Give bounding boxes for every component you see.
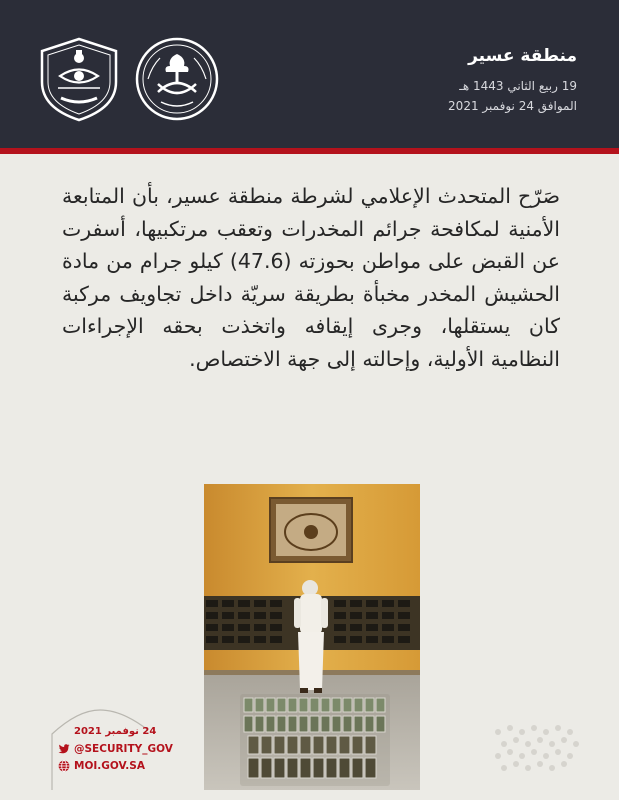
footer-date: 24 نوفمبر 2021 <box>74 726 157 737</box>
footer-twitter[interactable] <box>58 743 173 755</box>
decorative-dot-pattern <box>490 722 582 772</box>
news-paragraph: صَرّح المتحدث الإعلامي لشرطة منطقة عسير، بأن المتابعة الأمنية لمكافحة جرائم المخدرات وتعقب مرتكبيها، أسفرت عن القبض على مواطن بحوزته (47.6) كيلو جرام من مادة الحشيش المخدر مخبأة بطريقة سريّة داخل تجاويف مركبة كان يستقلها، وجرى إيقافه واتخذت بحقه الإجراءات النظامية الأولية، وإحالته إلى جهة الاختصاص. <box>62 184 560 371</box>
hijri-date: 19 ربيع الثاني 1443 هـ <box>459 79 577 93</box>
seizure-photo <box>204 484 420 790</box>
twitter-icon <box>58 743 70 755</box>
region-title: منطقة عسير <box>468 46 577 66</box>
gregorian-date: الموافق 24 نوفمبر 2021 <box>448 99 577 113</box>
accent-divider <box>0 148 619 154</box>
globe-icon <box>58 760 70 772</box>
twitter-handle: @SECURITY_GOV <box>74 743 173 755</box>
saudi-emblem-logo <box>134 36 220 122</box>
header-bar <box>0 0 619 148</box>
website-url: MOI.GOV.SA <box>74 760 145 772</box>
public-security-logo <box>36 36 122 122</box>
footer-website[interactable] <box>58 760 145 772</box>
